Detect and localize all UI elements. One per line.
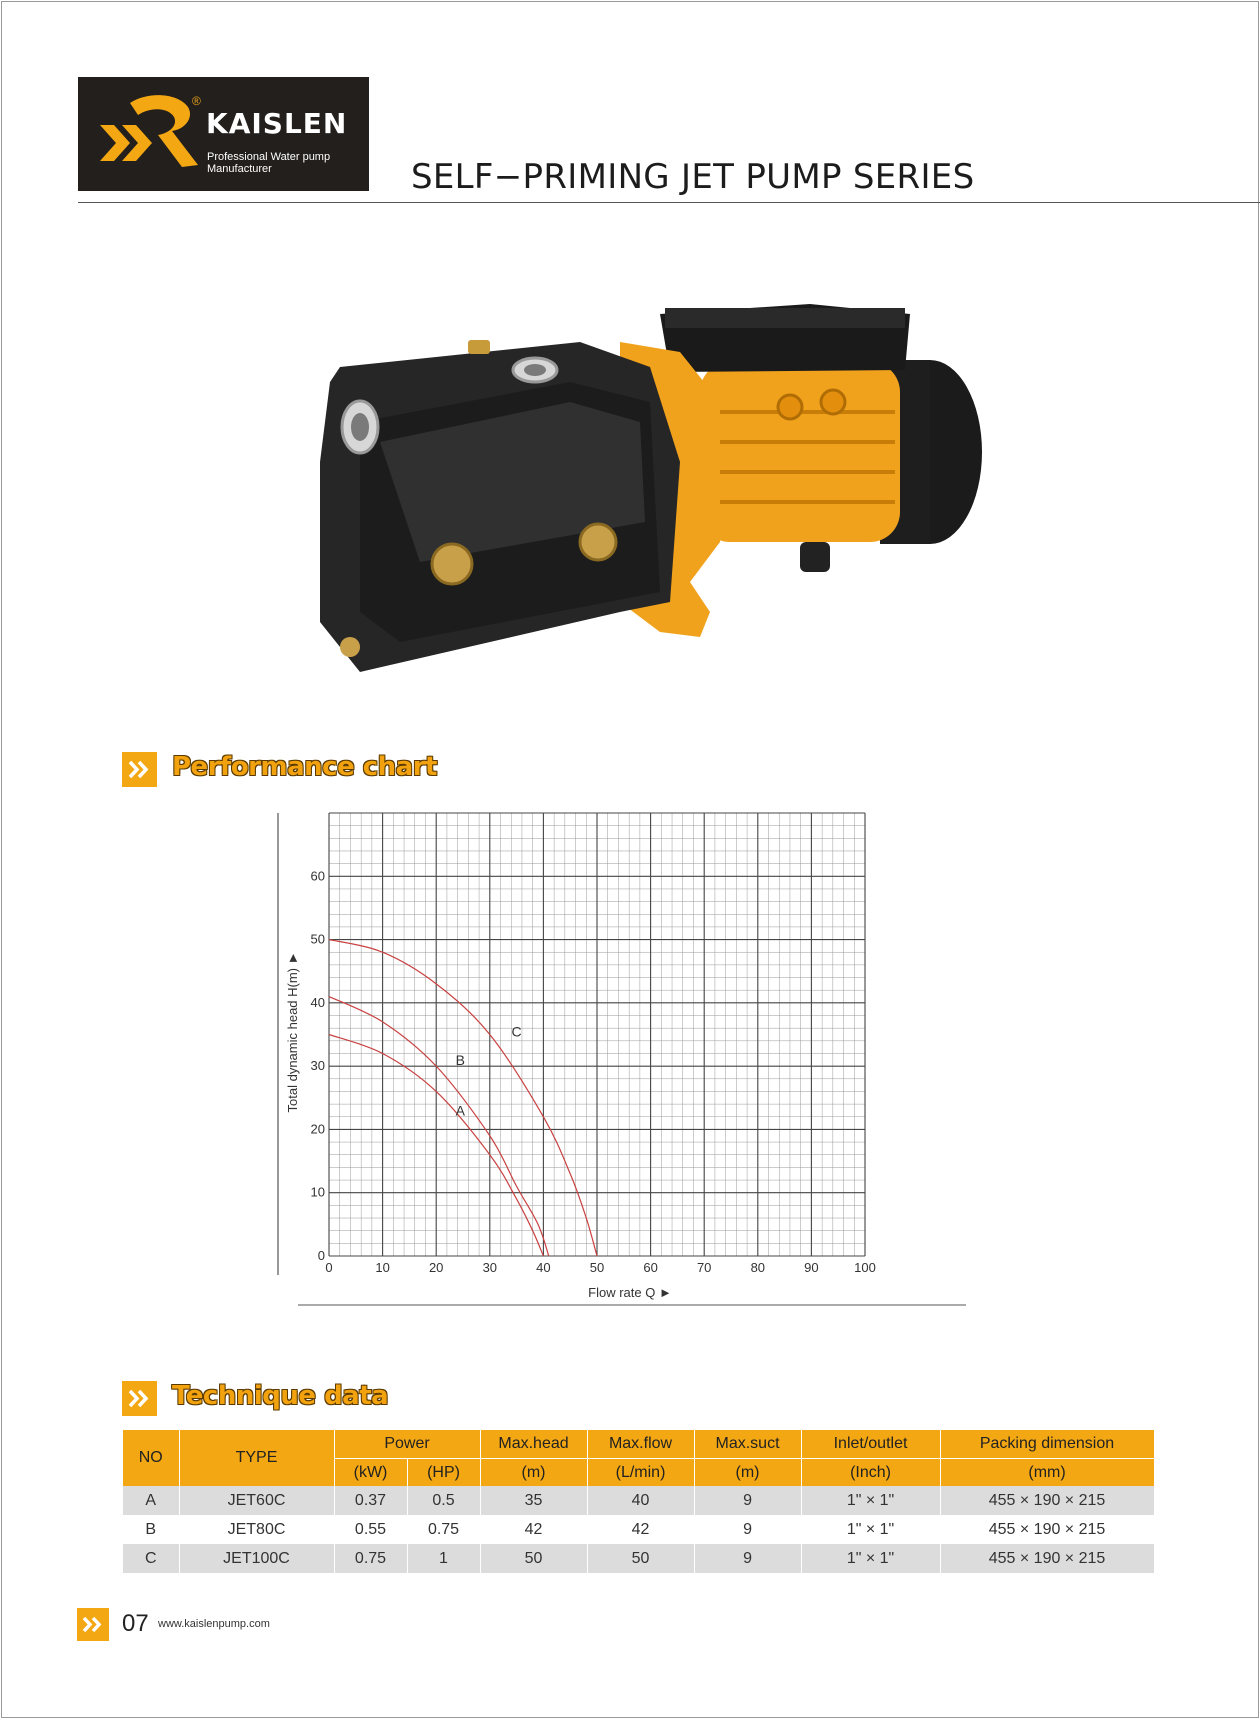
col-header-max-flow: Max.flow [587,1430,694,1459]
cell-head: 35 [480,1486,587,1515]
table-row [123,1486,1154,1515]
section-chevron-icon [122,752,157,787]
technique-heading: Technique data [172,1381,389,1411]
col-header-max-suct: Max.suct [694,1430,801,1459]
cell-suct: 9 [694,1515,801,1544]
cell-kw: 0.75 [334,1544,407,1573]
cell-suct: 9 [694,1544,801,1573]
cell-type: JET100C [179,1544,334,1573]
double-chevron-icon [122,1381,157,1416]
cell-inlet: 1" × 1" [801,1486,940,1515]
registered-mark: ® [192,94,201,108]
col-header-inlet: Inlet/outlet [801,1430,940,1459]
brand-mark-icon [78,77,208,191]
cell-no: A [123,1486,179,1515]
chart-y-ticks [311,868,325,1263]
y-axis-label: Total dynamic head H(m) ► [285,951,300,1113]
table-header-row [123,1430,1154,1459]
x-tick-label: 0 [325,1260,333,1275]
cell-hp: 0.75 [407,1515,480,1544]
col-header-no: NO [123,1430,179,1486]
col-unit-kw: (kW) [334,1459,407,1487]
cell-hp: 1 [407,1544,480,1573]
tagline-line-1: Professional Water pump [207,151,331,163]
cell-inlet: 1" × 1" [801,1515,940,1544]
col-header-max-head: Max.head [480,1430,587,1459]
performance-chart [270,808,990,1318]
col-unit-inlet: (Inch) [801,1459,940,1487]
col-header-packing: Packing dimension [940,1430,1154,1459]
cell-suct: 9 [694,1486,801,1515]
cell-packing: 455 × 190 × 215 [940,1515,1154,1544]
table-row [123,1515,1154,1544]
brand-logo [78,77,369,191]
curve-label-B: B [455,1051,465,1068]
x-tick-label: 80 [750,1260,766,1275]
footer-chevron-icon [77,1608,109,1641]
y-tick-label: 60 [310,868,325,884]
x-tick-label: 20 [428,1260,444,1275]
col-header-power: Power [334,1430,480,1459]
curve-label-C: C [511,1023,522,1040]
table-row [123,1544,1154,1573]
cell-no: C [123,1544,179,1573]
col-unit-suct: (m) [694,1459,801,1487]
x-tick-label: 90 [804,1260,819,1275]
double-chevron-icon [77,1608,109,1641]
chart-grid-major [329,813,865,1256]
y-tick-label: 40 [310,994,325,1010]
cell-inlet: 1" × 1" [801,1544,940,1573]
brand-tagline [207,151,367,175]
cell-kw: 0.37 [334,1486,407,1515]
col-unit-head: (m) [480,1459,587,1487]
x-tick-label: 100 [854,1260,876,1275]
cell-flow: 42 [587,1515,694,1544]
cell-flow: 40 [587,1486,694,1515]
page-number: 07 [122,1610,149,1637]
cell-no: B [123,1515,179,1544]
col-unit-packing: (mm) [940,1459,1154,1487]
cell-head: 42 [480,1515,587,1544]
y-tick-label: 50 [310,931,325,947]
y-tick-label: 30 [310,1058,325,1074]
y-tick-label: 10 [310,1184,325,1200]
section-chevron-icon [122,1381,157,1416]
brand-name: KAISLEN [206,107,348,140]
cell-hp: 0.5 [407,1486,480,1515]
col-unit-flow: (L/min) [587,1459,694,1487]
performance-heading: Performance chart [172,752,437,782]
x-tick-label: 60 [643,1260,658,1275]
jet-pump-photo [320,292,1020,712]
technique-table [123,1430,1155,1573]
cell-type: JET80C [179,1515,334,1544]
x-axis-label: Flow rate Q ► [588,1285,672,1300]
footer-url[interactable]: www.kaislenpump.com [158,1618,270,1630]
cell-type: JET60C [179,1486,334,1515]
cell-flow: 50 [587,1544,694,1573]
col-header-type: TYPE [179,1430,334,1486]
cell-packing: 455 × 190 × 215 [940,1486,1154,1515]
x-tick-label: 10 [375,1260,390,1275]
tagline-line-2: Manufacturer [207,163,272,175]
cell-packing: 455 × 190 × 215 [940,1544,1154,1573]
x-tick-label: 50 [589,1260,605,1275]
x-tick-label: 30 [482,1260,498,1275]
cell-head: 50 [480,1544,587,1573]
x-tick-label: 40 [536,1260,551,1275]
col-unit-hp: (HP) [407,1459,480,1487]
y-tick-label: 0 [317,1248,325,1263]
page-title: SELF−PRIMING JET PUMP SERIES [411,157,975,197]
x-tick-label: 70 [696,1260,712,1275]
chart-x-ticks [325,1260,875,1275]
chart-series [329,940,597,1256]
double-chevron-icon [122,752,157,787]
y-tick-label: 20 [310,1121,325,1137]
curve-label-A: A [455,1102,465,1119]
cell-kw: 0.55 [334,1515,407,1544]
title-divider [78,202,1260,203]
